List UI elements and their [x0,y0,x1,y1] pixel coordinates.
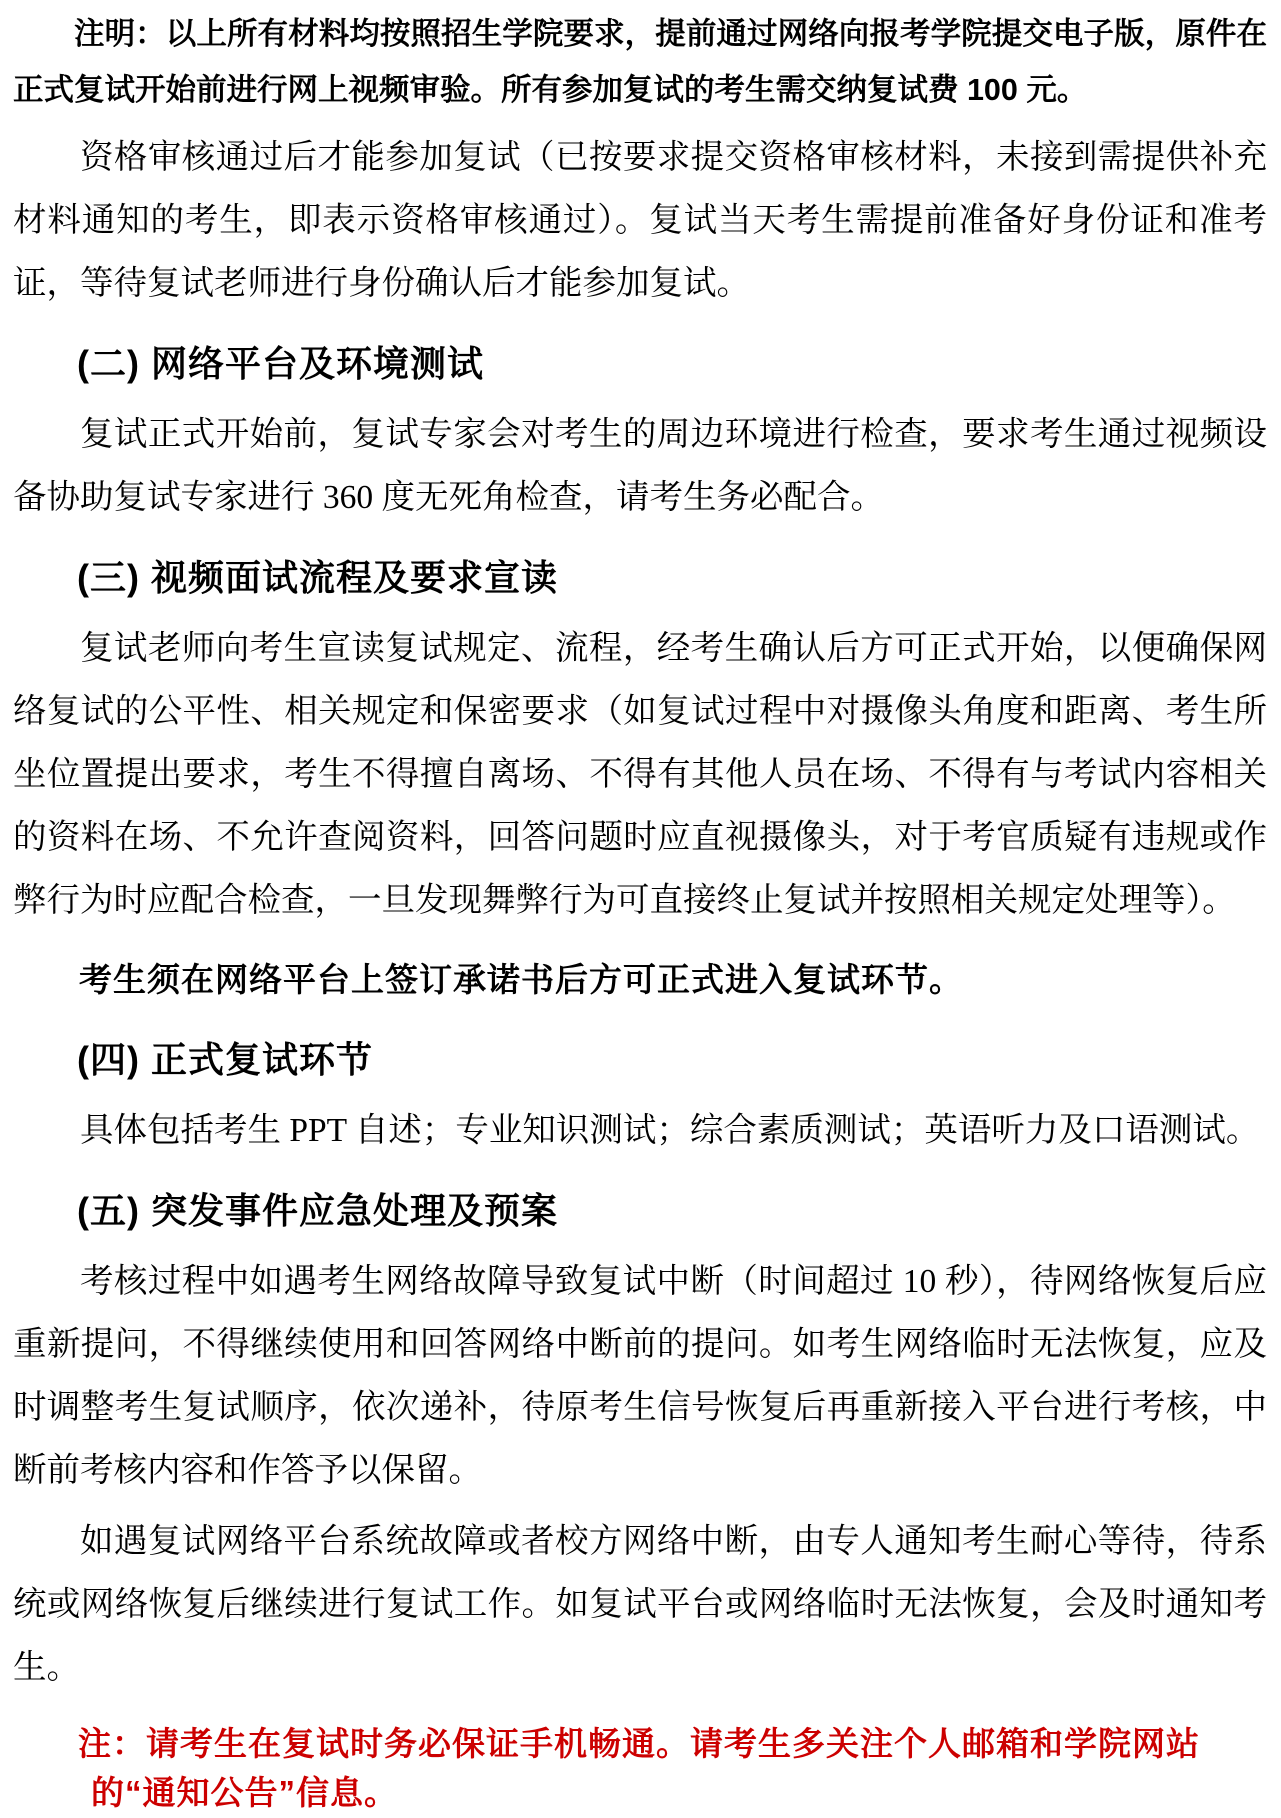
heading-section-5-emergency-plan: (五) 突发事件应急处理及预案 [77,1190,558,1231]
bottom-red-note: 注：请考生在复试时务必保证手机畅通。请考生多关注个人邮箱和学院网站的“通知公告”信息。 [78,1725,1200,1811]
heading-section-2-network-platform-test: (二) 网络平台及环境测试 [77,343,484,384]
top-materials-note: 注明：以上所有材料均按照招生学院要求，提前通过网络向报考学院提交电子版，原件在正式复试开始前进行网上视频审验。所有参加复试的考生需交纳复试费 100 元。 [13,17,1267,107]
paragraph-interview-contents: 具体包括考生 PPT 自述；专业知识测试；综合素质测试；英语听力及口语测试。 [80,1112,1260,1149]
commitment-letter-line: 考生须在网络平台上签订承诺书后方可正式进入复试环节。 [79,961,963,998]
heading-section-4-formal-interview: (四) 正式复试环节 [77,1039,373,1080]
paragraph-platform-failure: 如遇复试网络平台系统故障或者校方网络中断，由专人通知考生耐心等待，待系统或网络恢复后继续进行复试工作。如复试平台或网络临时无法恢复，会及时通知考生。 [13,1523,1267,1686]
paragraph-candidate-network-failure: 考核过程中如遇考生网络故障导致复试中断（时间超过 10 秒），待网络恢复后应重新提问，不得继续使用和回答网络中断前的提问。如考生网络临时无法恢复，应及时调整考生复试顺序，依次递补，待原考生信号恢复后再重新接入平台进行考核，中断前考核内容和作答予以保留。 [13,1263,1267,1489]
heading-section-3-video-interview-rules: (三) 视频面试流程及要求宣读 [77,557,558,598]
paragraph-interview-rules-reading: 复试老师向考生宣读复试规定、流程，经考生确认后方可正式开始，以便确保网络复试的公平性、相关规定和保密要求（如复试过程中对摄像头角度和距离、考生所坐位置提出要求，考生不得擅自离场、不得有其他人员在场、不得有与考试内容相关的资料在场、不允许查阅资料，回答问题时应直视摄像头，对于考官质疑有违规或作弊行为时应配合检查，一旦发现舞弊行为可直接终止复试并按照相关规定处理等）。 [13,630,1267,919]
paragraph-environment-check: 复试正式开始前，复试专家会对考生的周边环境进行检查，要求考生通过视频设备协助复试专家进行 360 度无死角检查，请考生务必配合。 [13,416,1267,516]
paragraph-qualification-review: 资格审核通过后才能参加复试（已按要求提交资格审核材料，未接到需提供补充材料通知的考生，即表示资格审核通过）。复试当天考生需提前准备好身份证和准考证，等待复试老师进行身份确认后才能参加复试。 [13,139,1267,302]
